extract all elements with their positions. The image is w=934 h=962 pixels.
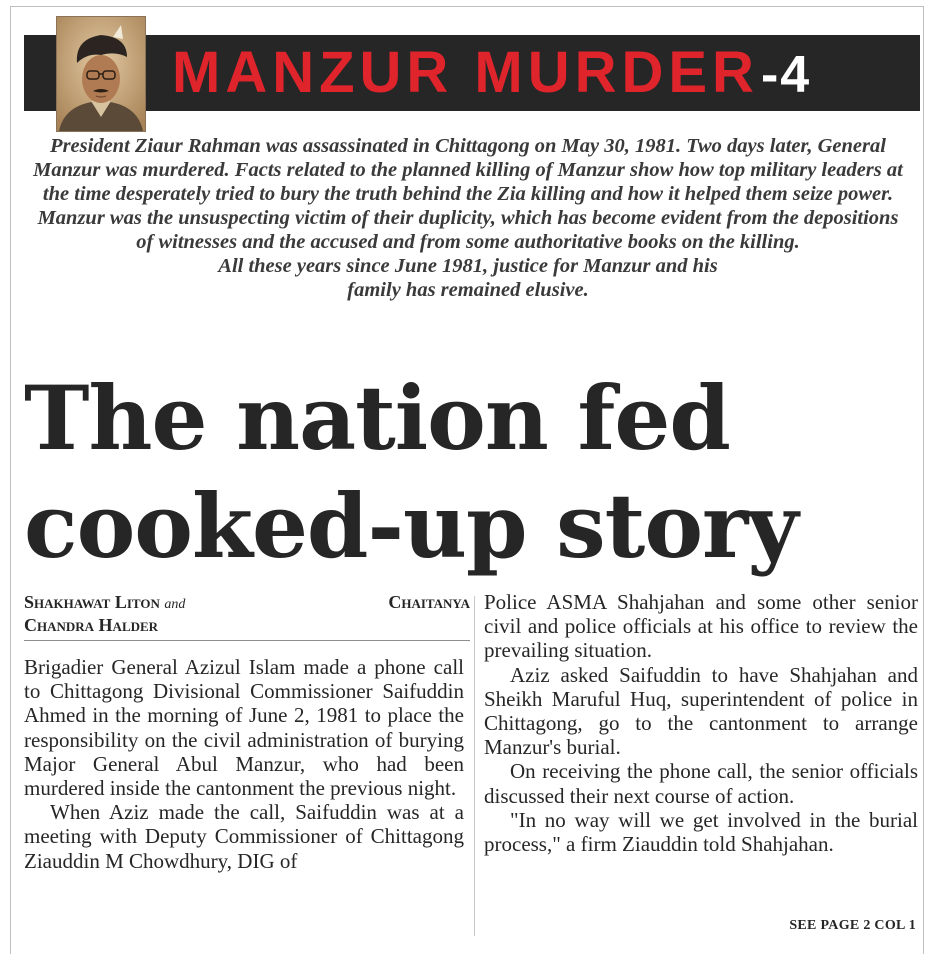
portrait-illustration: [57, 17, 145, 131]
byline-rule: [24, 640, 470, 641]
article-paragraph: "In no way will we get involved in the burial process," a firm Ziauddin told Shahjahan.: [484, 807, 918, 857]
article-paragraph: Police ASMA Shahjahan and some other senior civil and police officials at his office to review the prevailing situation.: [484, 590, 918, 663]
intro-deck: [28, 134, 908, 302]
headline: [24, 364, 914, 580]
intro-paragraph: President Ziaur Rahman was assassinated in Chittagong on May 30, 1981. Two days later, General Manzur was murdered. Facts related to the planned killing of Manzur show how top military leaders at the time desperately tried to bury the truth behind the Zia killing and how it helped them seize power. Manzur was the unsuspecting victim of their duplicity, which has become evident from the depositions of witnesses and the accused and from some authoritative books on the killing.: [33, 135, 903, 253]
byline-conjunction: and: [164, 597, 186, 612]
portrait-photo: [56, 16, 146, 132]
headline-line: cooked-up story: [24, 474, 798, 578]
author-name: Shakhawat Liton: [24, 592, 160, 612]
series-number: -4: [760, 46, 812, 104]
page-frame-top: [10, 6, 924, 7]
headline-line: The nation fed: [24, 366, 730, 470]
continuation-jump: SEE PAGE 2 COL 1: [789, 918, 916, 933]
author-name: Chandra Halder: [24, 615, 159, 635]
intro-paragraph: All these years since June 1981, justice for Manzur and his family has remained elusive.: [218, 255, 718, 301]
article-column-1: [24, 655, 464, 873]
page-frame-left: [10, 6, 11, 954]
page-frame-right: [923, 6, 924, 954]
article-paragraph: When Aziz made the call, Saifuddin was at a meeting with Deputy Commissioner of Chittagong Ziauddin M Chowdhury, DIG of: [24, 800, 464, 873]
series-title: [172, 38, 811, 108]
article-paragraph: Aziz asked Saifuddin to have Shahjahan and Sheikh Maruful Huq, superintendent of police in Chittagong, go to the cantonment to arrange Manzur's burial.: [484, 662, 918, 760]
article-paragraph: Brigadier General Azizul Islam made a phone call to Chittagong Divisional Commissioner Saifuddin Ahmed in the morning of June 2, 1981 to place the responsibility on the civil administration of burying Major General Abul Manzur, who had been murdered inside the cantonment the previous night.: [24, 655, 464, 801]
article-paragraph: On receiving the phone call, the senior officials discussed their next course of action.: [484, 759, 918, 808]
column-divider: [474, 596, 475, 936]
series-title-text: MANZUR MURDER: [172, 40, 759, 105]
byline: [24, 592, 470, 635]
author-name: Chaitanya: [388, 592, 470, 612]
article-column-2: [484, 590, 918, 856]
